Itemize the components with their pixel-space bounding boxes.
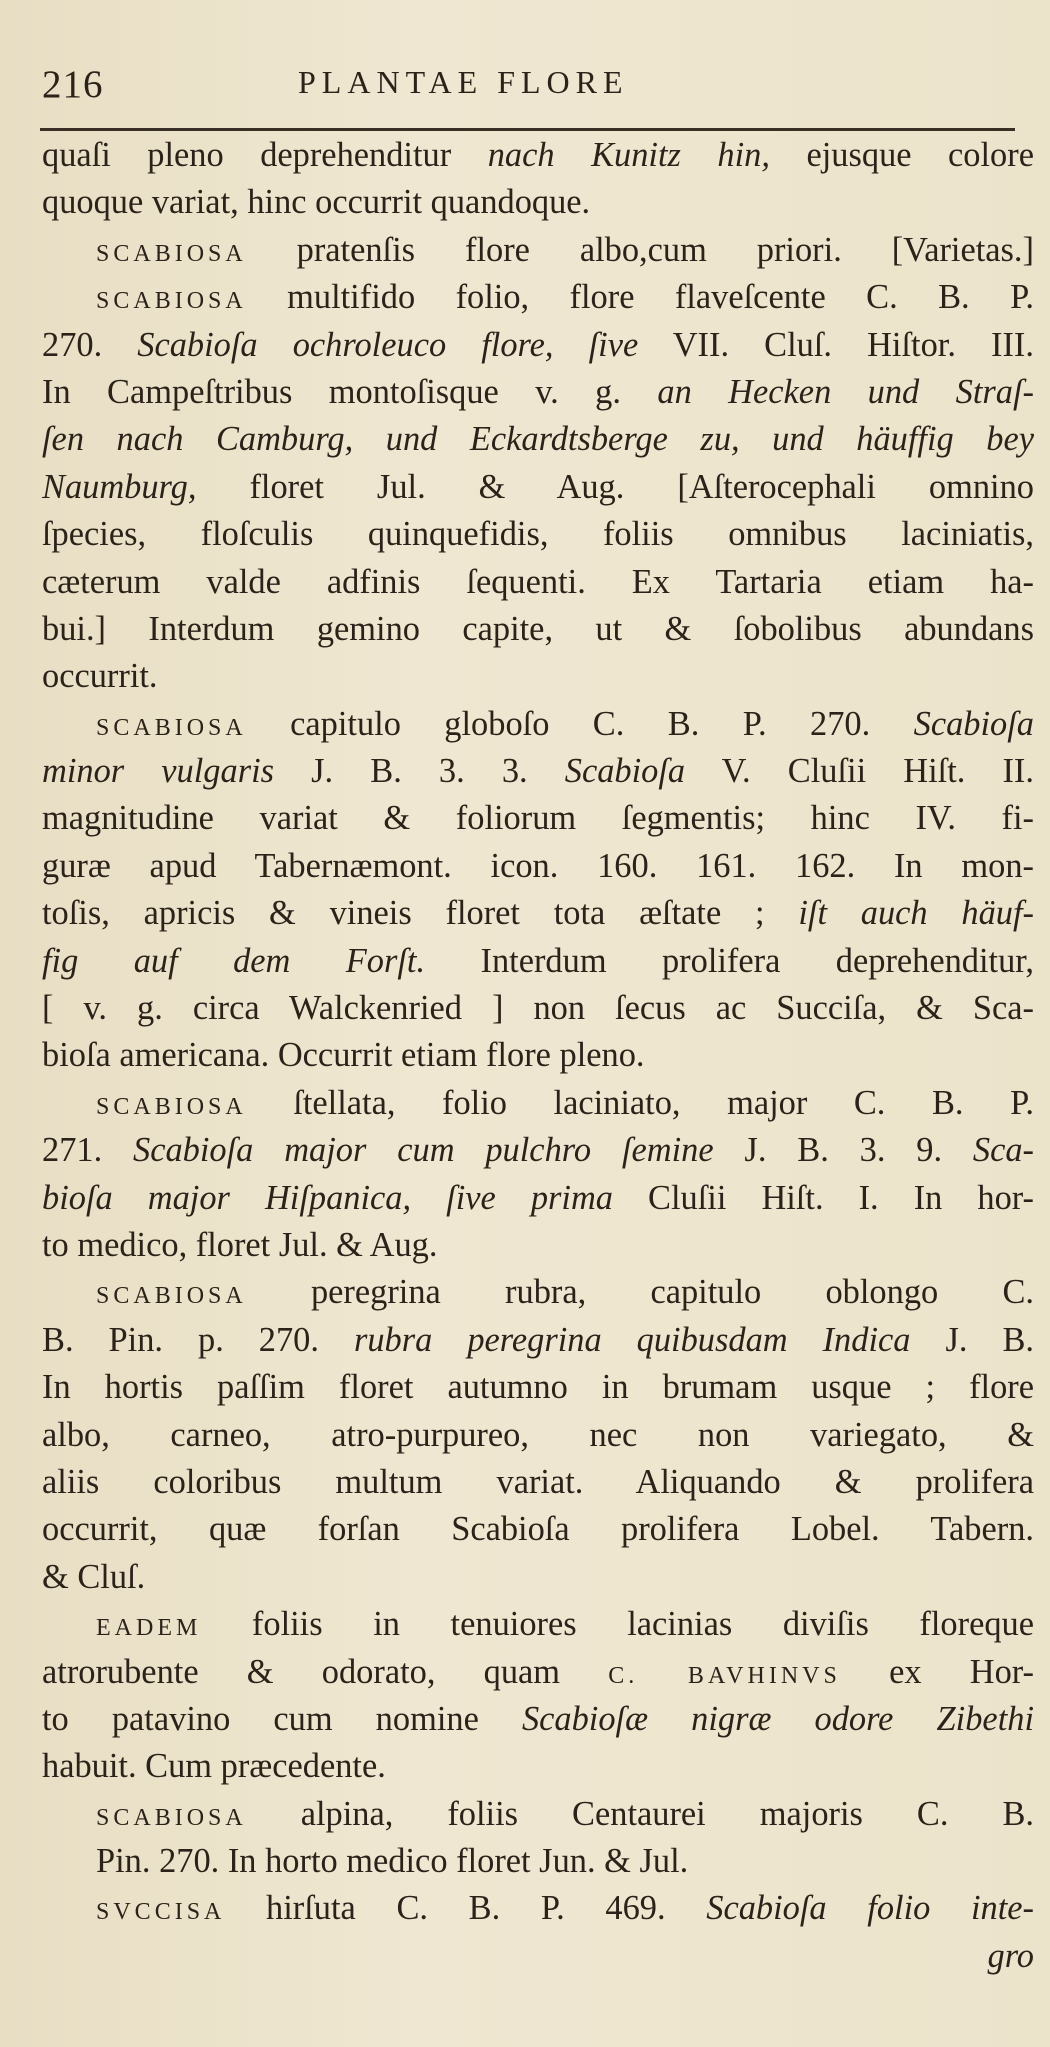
italic-run: minor vulgaris — [42, 752, 275, 791]
text-run: occurrit. — [42, 657, 158, 696]
italic-run: Scabioſa ochroleuco flore, ſive — [137, 325, 639, 364]
text-run: cæterum valde adfinis ſequenti. Ex Tartaria etiam ha- — [42, 562, 1034, 601]
text-line — [42, 985, 1034, 1032]
text-line — [42, 1838, 1034, 1885]
italic-run: iſt auch häuf- — [798, 894, 1034, 933]
text-line — [42, 511, 1034, 558]
italic-run: Scabioſa folio inte- — [706, 1889, 1035, 1928]
text-line — [42, 843, 1034, 890]
text-line — [42, 1317, 1034, 1364]
text-line — [42, 1506, 1034, 1553]
text-run: ex Hor- — [840, 1652, 1034, 1691]
text-run: quoque variat, hinc occurrit quandoque. — [42, 183, 591, 222]
text-line — [42, 653, 1034, 700]
text-run: In hortis paſſim floret autumno in brumam usque ; flore — [42, 1368, 1034, 1407]
text-run: B. Pin. p. 270. — [42, 1320, 354, 1359]
italic-run: rubra peregrina quibusdam Indica — [353, 1320, 911, 1359]
running-head — [40, 58, 1020, 110]
text-line — [42, 369, 1034, 416]
text-line — [42, 1601, 1034, 1648]
text-run: Cluſii Hiſt. I. In hor- — [613, 1178, 1034, 1217]
italic-run: Scabioſæ nigræ odore Zibethi — [521, 1699, 1034, 1738]
text-run: foliis in tenuiores lacinias diviſis floreque — [201, 1605, 1034, 1644]
italic-run: Naumburg, — [42, 467, 197, 506]
text-run: 271. — [42, 1131, 134, 1170]
text-line — [42, 1364, 1034, 1411]
italic-run: Scabioſa major cum pulchro ſemine — [133, 1131, 714, 1170]
text-run: ſpecies, floſculis quinquefidis, foliis omnibus laciniatis, — [42, 515, 1034, 554]
text-run: bioſa americana. Occurrit etiam flore pleno. — [42, 1036, 645, 1075]
italic-run: fig auf dem Forſt. — [42, 941, 426, 980]
small-caps-heading: SCABIOSA — [96, 240, 247, 267]
text-run: hirſuta C. B. P. 469. — [225, 1889, 707, 1928]
text-line — [42, 1222, 1034, 1269]
text-run: guræ apud Tabernæmont. icon. 160. 161. 162. In mon- — [42, 846, 1034, 885]
italic-run: ſen nach Camburg, und Eckardtsberge zu, und häuffig bey — [42, 420, 1034, 459]
text-run: In Campeſtribus montoſisque v. g. — [42, 372, 658, 411]
text-line — [42, 322, 1034, 369]
italic-run: nach Kunitz hin, — [487, 136, 770, 174]
text-line — [42, 795, 1034, 842]
text-run: 270. — [42, 325, 138, 364]
text-line — [42, 1743, 1034, 1790]
text-run: aliis coloribus multum variat. Aliquando & prolifera — [42, 1462, 1034, 1501]
text-line — [42, 1885, 1034, 1932]
text-line — [42, 1791, 1034, 1838]
text-line — [42, 1269, 1034, 1316]
italic-run: Scabioſa — [564, 752, 686, 791]
text-run: V. Cluſii Hiſt. II. — [685, 752, 1034, 791]
text-run: toſis, apricis & vineis floret tota æſtate ; — [42, 894, 799, 933]
text-line — [42, 559, 1034, 606]
text-run: Interdum prolifera deprehenditur, — [425, 941, 1034, 980]
italic-run: gro — [987, 1936, 1034, 1975]
small-caps-heading: SCABIOSA — [96, 288, 247, 315]
catchword — [42, 1933, 1034, 1980]
small-caps-heading: SCABIOSA — [96, 1804, 247, 1831]
italic-run: bioſa major Hiſpanica, ſive prima — [42, 1178, 613, 1217]
text-line — [42, 938, 1034, 985]
small-caps-heading: SCABIOSA — [96, 714, 247, 741]
italic-run: an Hecken und Straſ- — [657, 372, 1034, 411]
italic-run: Sca- — [972, 1131, 1035, 1170]
text-line — [42, 132, 1034, 179]
small-caps-heading: EADEM — [96, 1615, 202, 1642]
text-run: to patavino cum nomine — [42, 1699, 522, 1738]
text-line — [42, 227, 1034, 274]
text-run: habuit. Cum præcedente. — [42, 1747, 386, 1786]
text-run: alpina, foliis Centaurei majoris C. B. — [246, 1794, 1034, 1833]
text-run: to medico, floret Jul. & Aug. — [42, 1225, 438, 1264]
text-line — [42, 1696, 1034, 1743]
text-run: J. B. — [910, 1320, 1034, 1359]
text-run: pratenſis flore albo,cum priori. [Varietas.] — [246, 230, 1034, 269]
text-line — [42, 179, 1034, 226]
text-run: bui.] Interdum gemino capite, ut & ſobolibus abundans — [42, 609, 1034, 648]
text-run: peregrina rubra, capitulo oblongo C. — [246, 1273, 1034, 1312]
text-line — [42, 1459, 1034, 1506]
text-run: VII. Cluſ. Hiſtor. III. — [638, 325, 1034, 364]
text-run: quaſi pleno deprehenditur — [42, 136, 488, 174]
text-line — [42, 416, 1034, 463]
text-run: multifido folio, flore flaveſcente C. B. P. — [246, 278, 1034, 317]
text-line — [42, 1649, 1034, 1696]
header-rule — [40, 128, 1015, 131]
small-caps-heading: SCABIOSA — [96, 1093, 247, 1120]
text-run: [ v. g. circa Walckenried ] non ſecus ac Succiſa, & Sca- — [42, 989, 1034, 1028]
text-run: occurrit, quæ forſan Scabioſa prolifera Lobel. Tabern. — [42, 1510, 1034, 1549]
text-line — [42, 1554, 1034, 1601]
text-run: floret Jul. & Aug. [Aſterocephali omnino — [196, 467, 1034, 506]
text-run: ejusque colore — [769, 136, 1034, 174]
text-run: magnitudine variat & foliorum ſegmentis; hinc IV. fi- — [42, 799, 1034, 838]
text-line — [42, 1175, 1034, 1222]
small-caps-heading: C. BAVHINVS — [608, 1662, 841, 1689]
text-run: J. B. 3. 3. — [274, 752, 565, 791]
small-caps-heading: SCABIOSA — [96, 1283, 247, 1310]
text-run: ſtellata, folio laciniato, major C. B. P. — [246, 1083, 1034, 1122]
text-run: J. B. 3. 9. — [713, 1131, 973, 1170]
text-line — [42, 274, 1034, 321]
text-line — [42, 701, 1034, 748]
running-title: PLANTAE FLORE — [298, 64, 629, 100]
text-line — [42, 748, 1034, 795]
text-line — [42, 1080, 1034, 1127]
text-line — [42, 464, 1034, 511]
page-number: 216 — [42, 63, 104, 106]
text-line — [42, 890, 1034, 937]
small-caps-heading: SVCCISA — [96, 1899, 226, 1926]
text-run: atrorubente & odorato, quam — [42, 1652, 609, 1691]
text-run: albo, carneo, atro-purpureo, nec non variegato, & — [42, 1415, 1034, 1454]
italic-run: Scabioſa — [913, 704, 1034, 743]
body-text — [42, 132, 1034, 1980]
text-run: capitulo globoſo C. B. P. 270. — [246, 704, 914, 743]
text-line — [42, 606, 1034, 653]
text-line — [42, 1412, 1034, 1459]
text-line — [42, 1127, 1034, 1174]
text-run: & Cluſ. — [42, 1557, 146, 1596]
text-line — [42, 1032, 1034, 1079]
text-run: Pin. 270. In horto medico floret Jun. & Jul. — [96, 1842, 689, 1881]
